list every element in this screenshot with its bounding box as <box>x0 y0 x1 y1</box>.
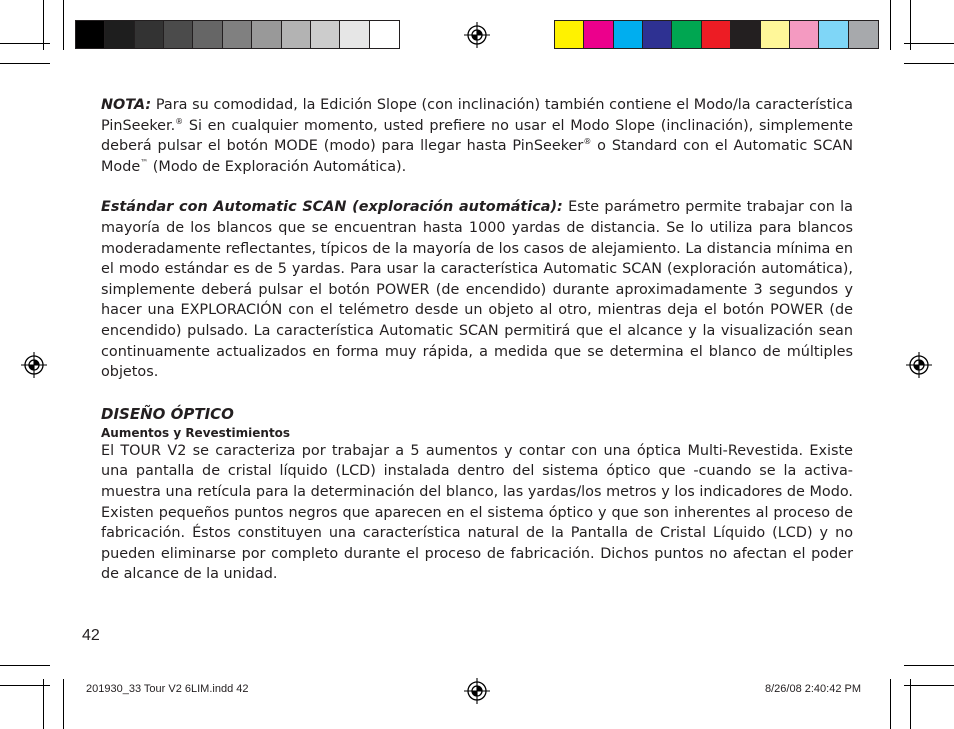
crop-mark <box>0 665 50 666</box>
crop-mark <box>63 0 64 50</box>
grayscale-color-bar <box>75 20 400 49</box>
section-title: DISEÑO ÓPTICO <box>101 404 234 423</box>
crop-mark <box>890 0 891 50</box>
note-label: NOTA: <box>101 97 152 113</box>
standard-label: Estándar con Automatic SCAN (exploración automática): <box>101 199 563 216</box>
grayscale-swatch <box>311 21 340 48</box>
crop-mark <box>0 63 50 64</box>
grayscale-swatch <box>252 21 281 48</box>
crop-mark <box>904 43 954 44</box>
crop-mark <box>910 679 911 729</box>
registration-mark-icon <box>464 22 490 48</box>
trademark-mark: ™ <box>140 157 149 167</box>
grayscale-swatch <box>105 21 134 48</box>
process-color-swatch <box>790 21 819 48</box>
grayscale-swatch <box>164 21 193 48</box>
process-color-bar <box>554 20 879 49</box>
process-color-swatch <box>614 21 643 48</box>
note-paragraph <box>101 95 853 177</box>
page-number: 42 <box>82 627 100 644</box>
process-color-swatch <box>555 21 584 48</box>
process-color-swatch <box>849 21 878 48</box>
process-color-swatch <box>643 21 672 48</box>
grayscale-swatch <box>135 21 164 48</box>
section-subtitle: Aumentos y Revestimientos <box>101 425 291 440</box>
registered-mark: ® <box>583 137 592 147</box>
crop-mark <box>910 0 911 50</box>
grayscale-swatch <box>282 21 311 48</box>
crop-mark <box>904 63 954 64</box>
process-color-swatch <box>584 21 613 48</box>
crop-mark <box>43 0 44 50</box>
note-text: (Modo de Exploración Automática). <box>148 158 407 175</box>
grayscale-swatch <box>193 21 222 48</box>
process-color-swatch <box>819 21 848 48</box>
process-color-swatch <box>672 21 701 48</box>
crop-mark <box>904 685 954 686</box>
standard-text: Este parámetro permite trabajar con la mayoría de los blancos que se encuentran hasta 1000 yardas de distancia. Se lo utiliza para blancos moderadamente reflectantes, típicos de la mayoría de los casos de alejamiento. La distancia mínima en el modo estándar es de 5 yardas. Para usar la característica Automatic SCAN (exploración automática), simplemente deberá pulsar el botón POWER (de encendido) durante aproximadamente 3 segundos y hacer una EXPLORACIÓN con el telémetro desde un objeto al otro, mientras deja el botón POWER (de encendido) pulsado. La característica Automatic SCAN permitirá que el alcance y la visualización sean continuamente actualizados en forma muy rápida, a medida que se determina el blanco de múltiples objetos. <box>101 199 853 381</box>
crop-mark <box>890 679 891 729</box>
crop-mark <box>63 679 64 729</box>
process-color-swatch <box>702 21 731 48</box>
grayscale-swatch <box>370 21 399 48</box>
page-content <box>101 95 853 585</box>
slug-filename: 201930_33 Tour V2 6LIM.indd 42 <box>86 683 249 695</box>
slug-timestamp: 8/26/08 2:40:42 PM <box>765 683 862 695</box>
standard-paragraph <box>101 197 853 382</box>
grayscale-swatch <box>223 21 252 48</box>
crop-mark <box>43 679 44 729</box>
crop-mark <box>904 665 954 666</box>
note-text: Para su comodidad, la Edición Slope (con inclinación) también contiene el Modo/la característica PinSeeker. <box>101 97 853 134</box>
process-color-swatch <box>731 21 760 48</box>
note-text: o Standard con el Automatic SCAN Mode <box>101 138 853 175</box>
process-color-swatch <box>761 21 790 48</box>
registration-mark-icon <box>21 352 47 378</box>
registration-mark-icon <box>906 352 932 378</box>
registered-mark: ® <box>175 116 184 126</box>
grayscale-swatch <box>340 21 369 48</box>
optical-paragraph: El TOUR V2 se caracteriza por trabajar a 5 aumentos y contar con una óptica Multi-Revestida. Existe una pantalla de cristal líquido (LCD) instalada dentro del sistema óptico que -cuando se la activa- muestra una retícula para la determinación del blanco, las yardas/los metros y los indicadores de Modo. Existen pequeños puntos negros que aparecen en el sistema óptico y que son inherentes al proceso de fabricación. Éstos constituyen una característica natural de la Pantalla de Cristal Líquido (LCD) y no pueden eliminarse por completo durante el proceso de fabricación. Dichos puntos no afectan el poder de alcance de la unidad. <box>101 442 853 583</box>
grayscale-swatch <box>76 21 105 48</box>
registration-mark-icon <box>464 678 490 704</box>
crop-mark <box>0 685 50 686</box>
note-text: Si en cualquier momento, usted prefiere no usar el Modo Slope (inclinación), simplemente deberá pulsar el botón MODE (modo) para llegar hasta PinSeeker <box>101 117 853 155</box>
